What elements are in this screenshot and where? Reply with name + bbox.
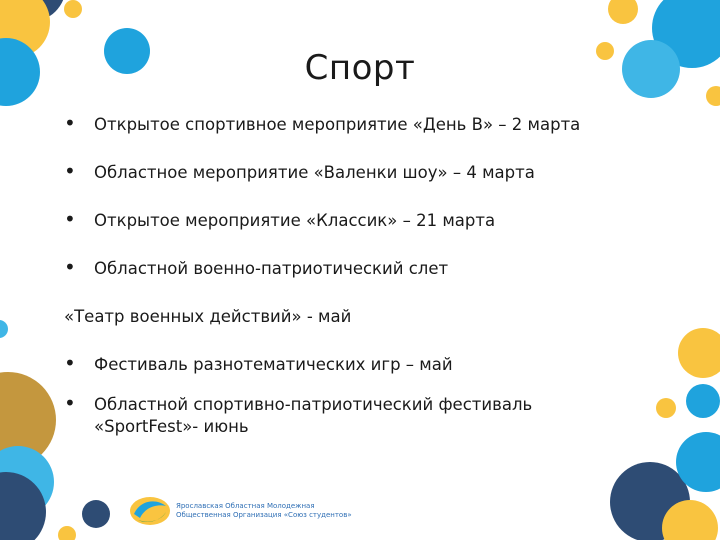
list-item-text: «Театр военных действий» - май (64, 307, 352, 326)
list-item-text: Областной военно-патриотический слет (94, 259, 449, 278)
logo-text-line: Ярославская Областная Молодежная (176, 502, 315, 510)
bullet-icon: • (64, 207, 76, 231)
decor-circle (64, 0, 82, 18)
logo-icon (128, 494, 172, 528)
slide-title: Спорт (304, 48, 416, 88)
bullet-icon: • (64, 111, 76, 135)
list-item-text: Открытое мероприятие «Классик» – 21 марта (94, 211, 496, 230)
list-item (64, 111, 664, 136)
decor-circle (686, 384, 720, 418)
decor-circle (608, 0, 638, 24)
list-item-continuation (64, 306, 664, 328)
bullet-icon: • (64, 351, 76, 375)
decor-circle (678, 328, 720, 378)
list-item-text: Областной спортивно-патриотический фестиваль «SportFest»- июнь (94, 395, 533, 436)
list-item-text: Фестиваль разнотематических игр – май (94, 355, 453, 374)
bullet-icon: • (64, 255, 76, 279)
bullet-icon: • (64, 391, 76, 415)
bullet-icon: • (64, 159, 76, 183)
bullet-list (64, 111, 664, 438)
list-item (64, 207, 664, 232)
organization-logo (128, 494, 352, 528)
list-item (64, 255, 664, 280)
list-item (64, 391, 614, 438)
decor-circle (706, 86, 720, 106)
list-item-text: Открытое спортивное мероприятие «День В» – 2 марта (94, 115, 581, 134)
decor-circle (0, 320, 8, 338)
decor-circle (82, 500, 110, 528)
logo-text (176, 502, 352, 520)
list-item (64, 159, 664, 184)
list-item (64, 351, 664, 376)
decor-circle (58, 526, 76, 540)
logo-text-line: Общественная Организация «Союз студентов» (176, 511, 352, 519)
list-item-text: Областное мероприятие «Валенки шоу» – 4 марта (94, 163, 535, 182)
